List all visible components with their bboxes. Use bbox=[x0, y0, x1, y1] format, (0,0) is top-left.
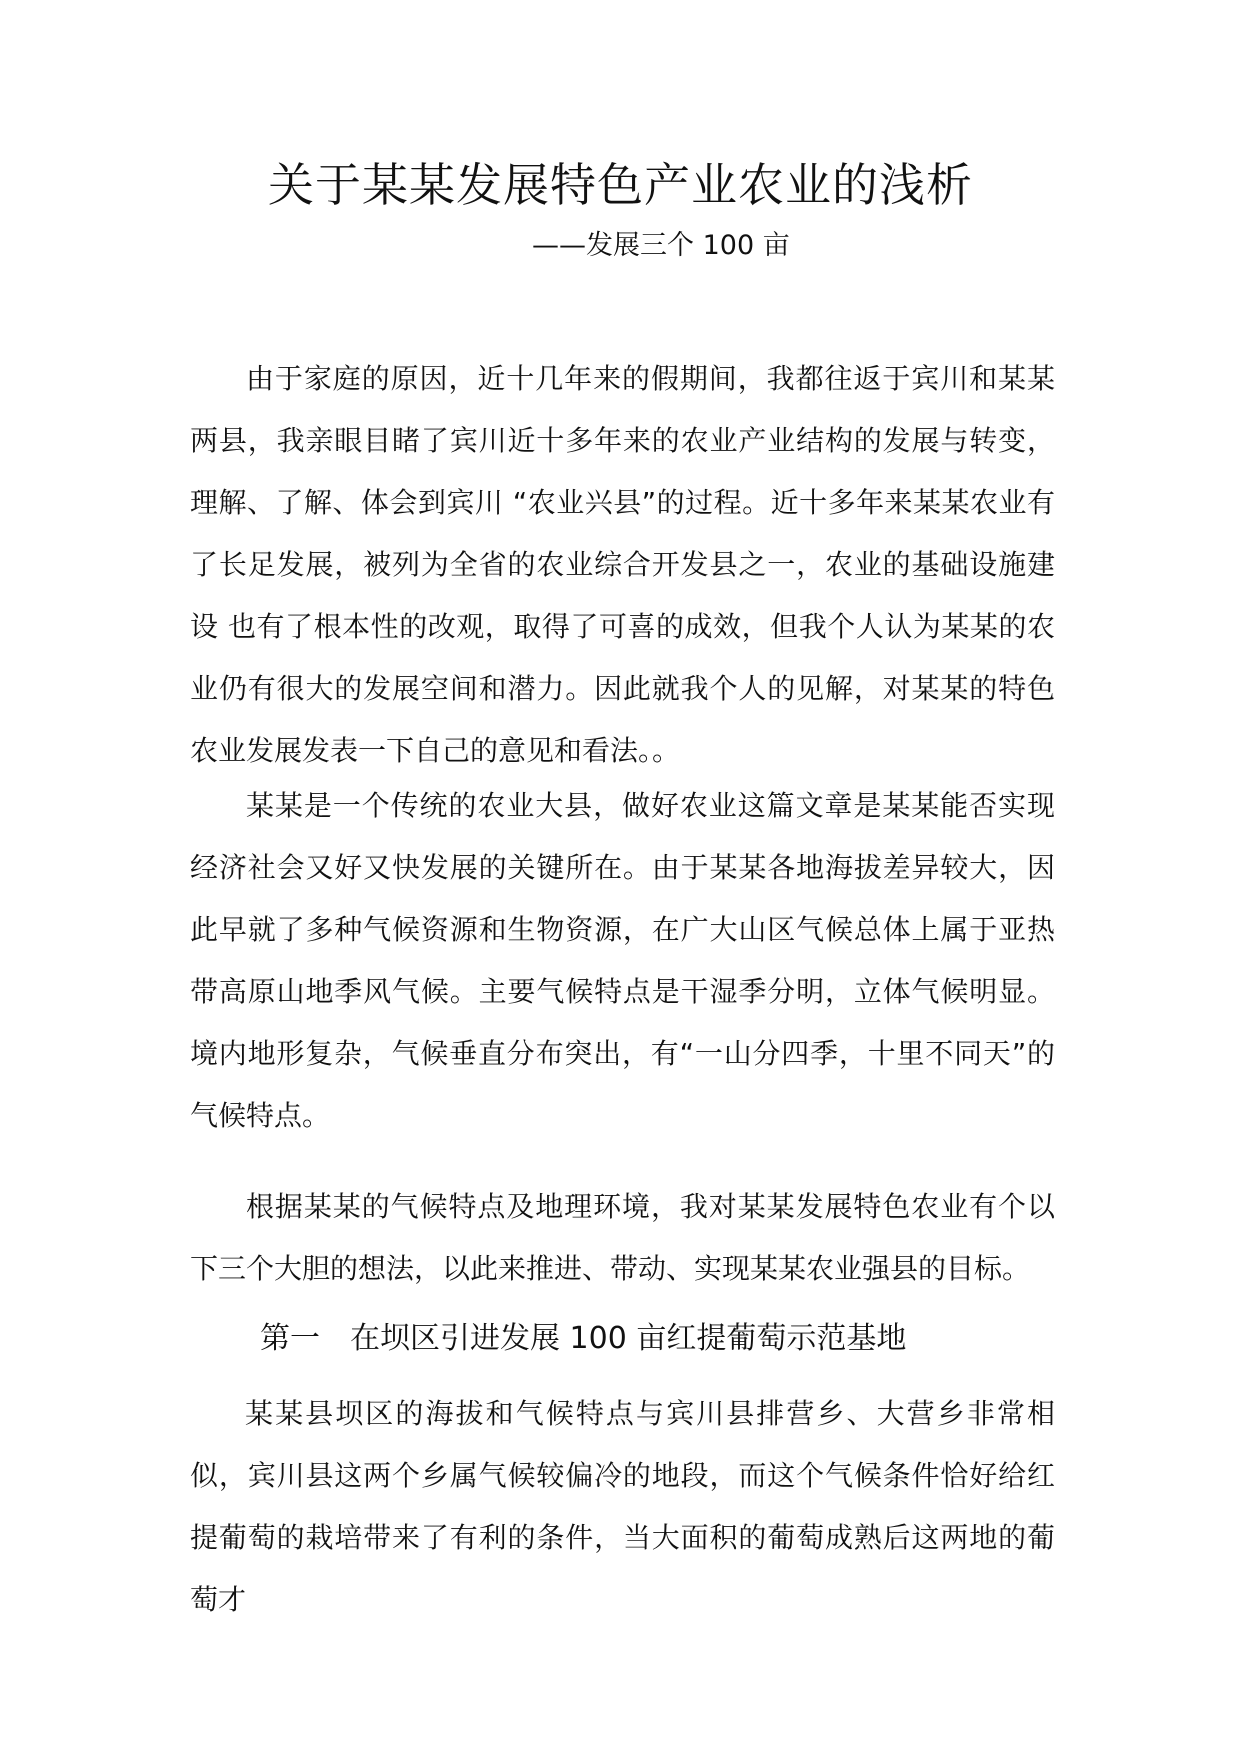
paragraph-intro: 由于家庭的原因，近十几年来的假期间，我都往返于宾川和某某两县，我亲眼目睹了宾川近十多年来的农业产业结构的发展与转变，理解、了解、体会到宾川 “农业兴县”的过程。近十多年来某某农业有了长足发展，被列为全省的农业综合开发县之一，农业的基础设施建设 也有了根本性的改观，取得了可喜的成效，但我个人认为某某的农业仍有很大的发展空间和潜力。因此就我个人的见解，对某某的特色农业发展发表一下自己的意见和看法。。 bbox=[190, 362, 1055, 767]
document-title: 关于某某发展特色产业农业的浅析 bbox=[268, 158, 973, 212]
paragraph-climate: 某某是一个传统的农业大县，做好农业这篇文章是某某能否实现经济社会又好又快发展的关键所在。由于某某各地海拔差异较大，因此早就了多种气候资源和生物资源，在广大山区气候总体上属于亚热带高原山地季风气候。主要气候特点是干湿季分明，立体气候明显。境内地形复杂，气候垂直分布突出，有“一山分四季，十里不同天”的气候特点。 bbox=[190, 789, 1055, 1132]
section-heading-first: 第一 在坝区引进发展 100 亩红提葡萄示范基地 bbox=[260, 1321, 907, 1356]
paragraph-section-first: 某某县坝区的海拔和气候特点与宾川县排营乡、大营乡非常相似，宾川县这两个乡属气候较偏冷的地段，而这个气候条件恰好给红提葡萄的栽培带来了有利的条件，当大面积的葡萄成熟后这两地的葡萄才 bbox=[190, 1397, 1055, 1616]
document-subtitle: ——发展三个 100 亩 bbox=[532, 230, 790, 261]
paragraph-ideas: 根据某某的气候特点及地理环境，我对某某发展特色农业有个以下三个大胆的想法，以此来推进、带动、实现某某农业强县的目标。 bbox=[190, 1190, 1055, 1285]
